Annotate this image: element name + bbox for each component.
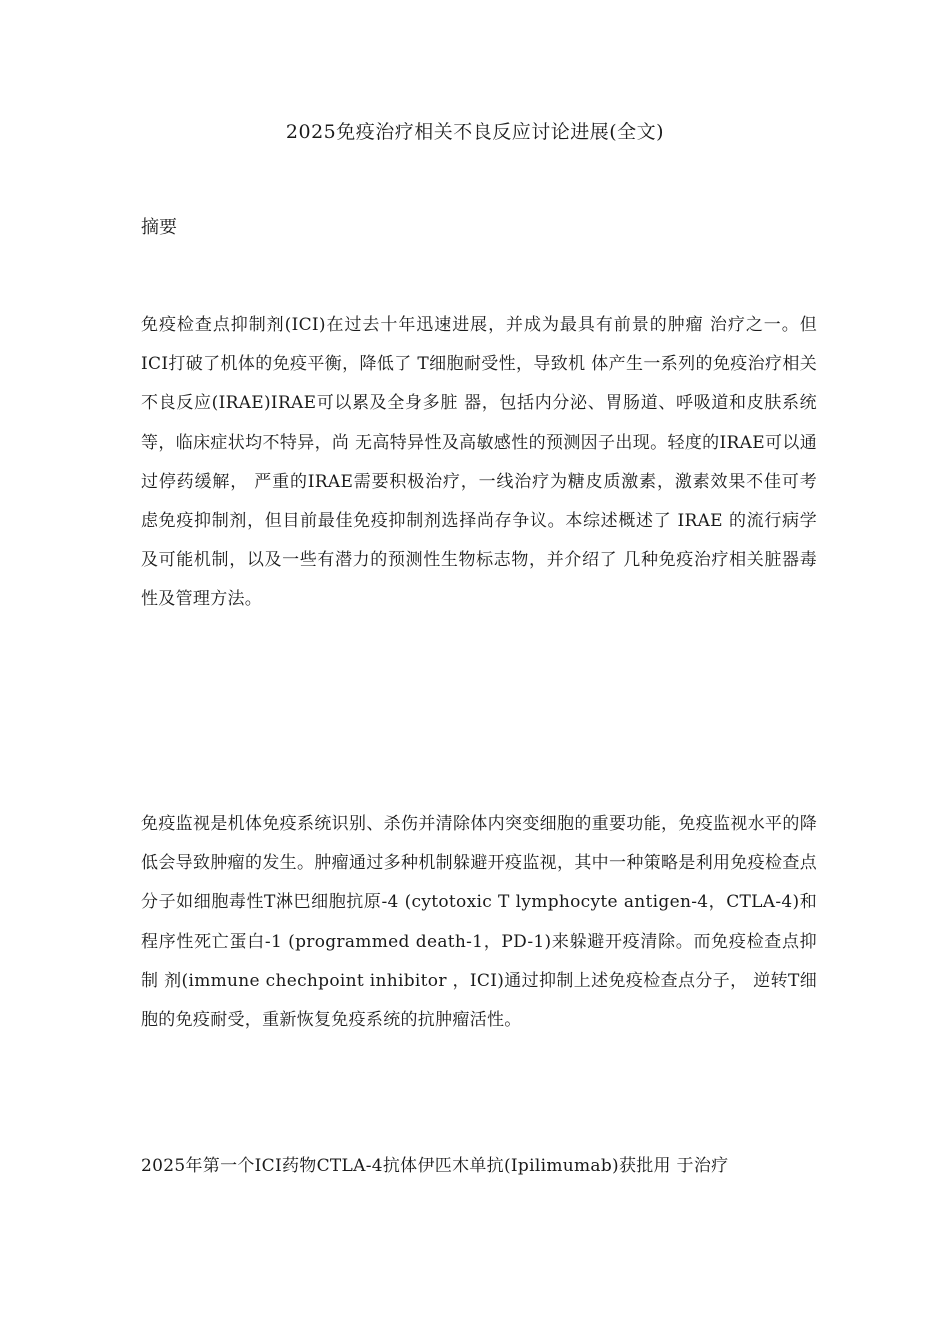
document-title: 2025免疫治疗相关不良反应讨论进展(全文) [285,121,665,143]
paragraph-abstract: 免疫检查点抑制剂(ICI)在过去十年迅速进展，并成为最具有前景的肿瘤 治疗之一。但ICI打破了机体的免疫平衡，降低了 T细胞耐受性，导致机 体产生一系列的免疫治疗相关不良反应(IRAE)IRAE可以累及全身多脏 器，包括内分泌、胃肠道、呼吸道和皮肤系统等，临床症状均不特异，尚 无高特异性及高敏感性的预测因子出现。轻度的IRAE可以通过停药缓解， 严重的IRAE需要积极治疗，一线治疗为糖皮质激素，激素效果不佳可考 虑免疫抑制剂，但目前最佳免疫抑制剂选择尚存争议。本综述概述了 IRAE 的流行病学及可能机制，以及一些有潜力的预测性生物标志物，并介绍了 几种免疫治疗相关脏器毒性及管理方法。 [141,315,817,610]
paragraph-immune-surveillance: 免疫监视是机体免疫系统识别、杀伤并清除体内突变细胞的重要功能，免疫监视水平的降低会导致肿瘤的发生。肿瘤通过多种机制躲避开疫监视，其中一种策略是利用免疫检查点分子如细胞毒性T淋巴细胞抗原-4 (cytotoxic T lymphocyte antigen-4，CTLA-4)和程序性死亡蛋白-1 (programmed death-1，PD-1)来躲避开疫清除。而免疫检查点抑制 剂(immune chechpoint inhibitor ，ICI)通过抑制上述免疫检查点分子， 逆转T细胞的免疫耐受，重新恢复免疫系统的抗肿瘤活性。 [141,814,817,1031]
section-heading-abstract: 摘要 [141,217,177,238]
paragraph-ici-history: 2025年第一个ICI药物CTLA-4抗体伊匹木单抗(Ipilimumab)获批用 于治疗 [141,1156,729,1176]
